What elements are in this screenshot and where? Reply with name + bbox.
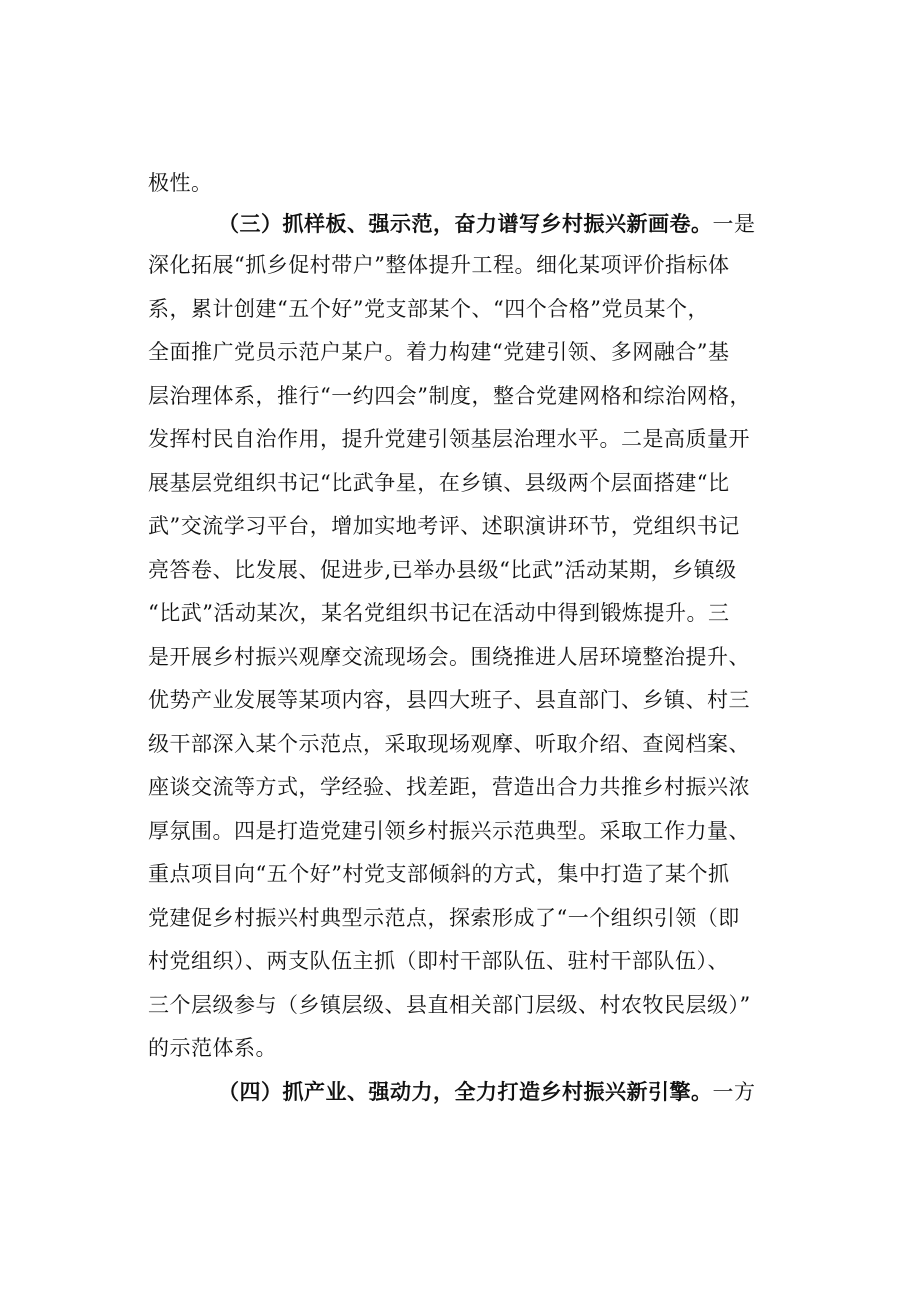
text-line: 展基层党组织书记“比武争星，在乡镇、县级两个层面搭建“比 [148, 471, 730, 495]
text-line: 级干部深入某个示范点，采取现场观摩、听取介绍、查阅档案、 [148, 732, 750, 756]
text-line: 亮答卷、比发展、促进步,已举办县级“比武”活动某期，乡镇级 [148, 558, 737, 582]
text-line: 党建促乡村振兴村典型示范点，探索形成了“一个组织引领（即 [148, 906, 740, 930]
text-line: 极性。 [148, 171, 213, 195]
text-line: 发挥村民自治作用，提升党建引领基层治理水平。二是高质量开 [148, 427, 750, 451]
text-line: 深化拓展“抓乡促村带户”整体提升工程。细化某项评价指标体 [148, 253, 730, 277]
text-line: 的示范体系。 [148, 1036, 277, 1060]
text-line: 三个层级参与（乡镇层级、县直相关部门层级、村农牧民层级）” [148, 993, 751, 1017]
text-line: 优势产业发展等某项内容，县四大班子、县直部门、乡镇、村三 [148, 688, 750, 712]
section-heading-3: （三）抓样板、强示范，奋力谱写乡村振兴新画卷。 [218, 212, 713, 236]
heading-continuation: 一方 [712, 1080, 756, 1104]
section-heading-4: （四）抓产业、强动力，全力打造乡村振兴新引擎。 [218, 1080, 713, 1104]
text-line: 层治理体系，推行“一约四会”制度，整合党建网格和综治网格， [148, 384, 751, 408]
heading-continuation: 一是 [712, 212, 756, 236]
text-line: 村党组织）、两支队伍主抓（即村干部队伍、驻村干部队伍）、 [148, 949, 729, 973]
text-line: 武”交流学习平台，增加实地考评、述职演讲环节，党组织书记 [148, 514, 740, 538]
text-line: 重点项目向“五个好”村党支部倾斜的方式，集中打造了某个抓 [148, 862, 730, 886]
text-line: 系，累计创建“五个好”党支部某个、“四个合格”党员某个， [148, 297, 709, 321]
text-line: 座谈交流等方式，学经验、找差距，营造出合力共推乡村振兴浓 [148, 775, 750, 799]
text-line: 厚氛围。四是打造党建引领乡村振兴示范典型。采取工作力量、 [148, 819, 750, 843]
section-heading-line [218, 209, 808, 239]
text-line: “比武”活动某次，某名党组织书记在活动中得到锻炼提升。三 [148, 601, 730, 625]
text-line: 是开展乡村振兴观摩交流现场会。围绕推进人居环境整治提升、 [148, 645, 750, 669]
text-line: 全面推广党员示范户某户。着力构建“党建引领、多网融合”基 [148, 340, 730, 364]
section-heading-line [218, 1077, 808, 1107]
